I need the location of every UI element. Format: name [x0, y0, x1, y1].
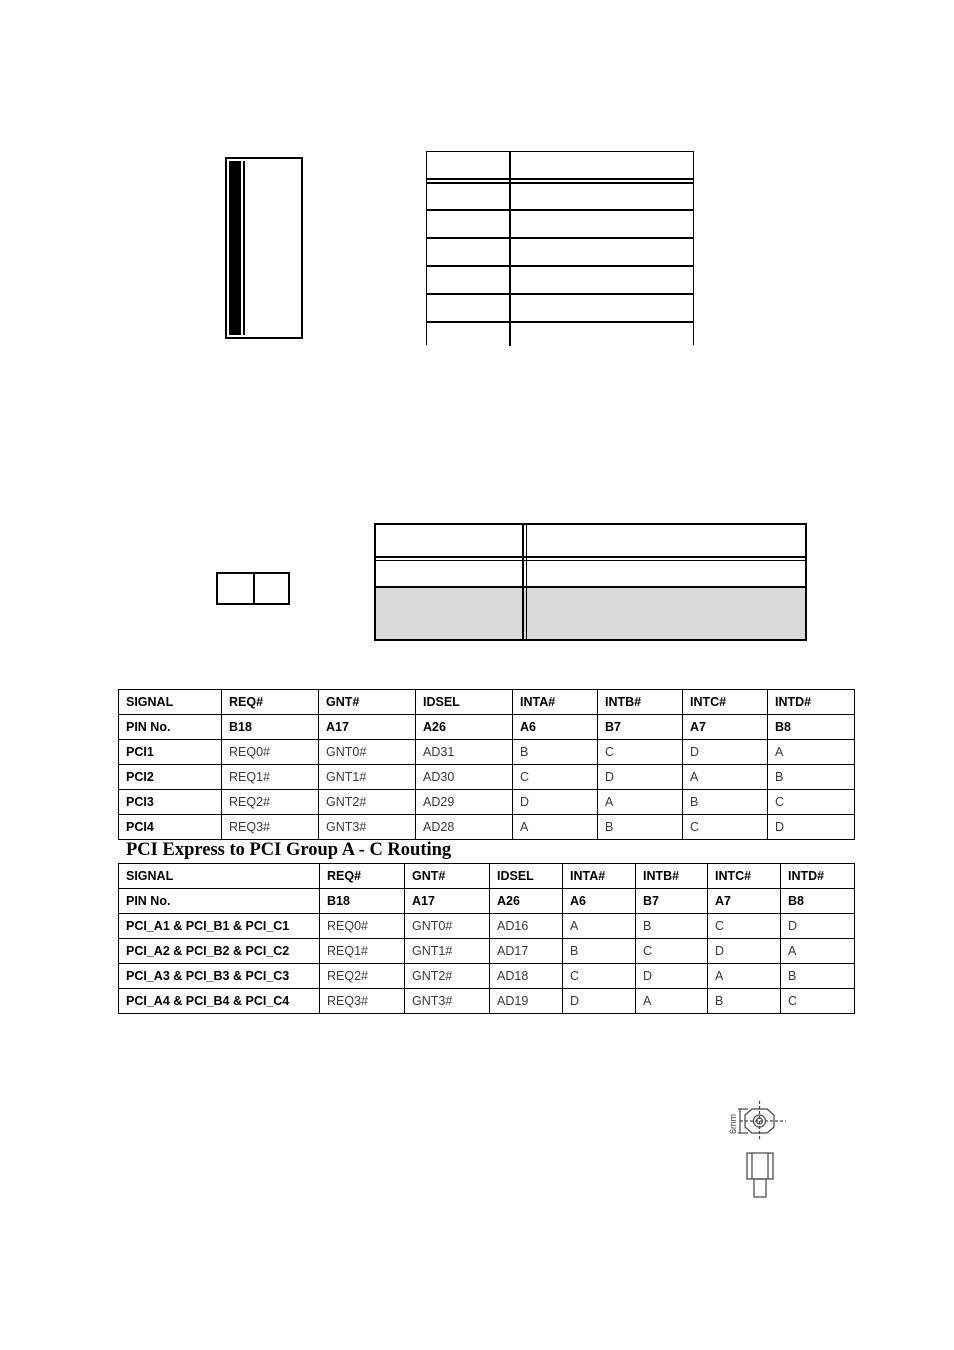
table-cell: REQ3# [222, 815, 319, 840]
table-header-row [119, 690, 855, 715]
table-cell: AD29 [416, 790, 513, 815]
header-cell: GNT# [405, 864, 490, 889]
pin-cell: B8 [781, 889, 855, 914]
table-header-row [119, 864, 855, 889]
connector-edge-line [243, 161, 245, 335]
dimension-label: 6mm [728, 1114, 738, 1134]
table-cell: D [683, 740, 768, 765]
table-cell: C [768, 790, 855, 815]
header-cell: INTD# [781, 864, 855, 889]
table-cell: B [563, 939, 636, 964]
standoff-thread [754, 1179, 766, 1197]
header-cell: INTA# [563, 864, 636, 889]
table-cell: D [563, 989, 636, 1014]
table-cell: GNT1# [405, 939, 490, 964]
pin-table-rule [427, 265, 693, 267]
jumper-table-rule [376, 556, 805, 558]
pin-number-row [119, 715, 855, 740]
table-row [119, 914, 855, 939]
table-cell: A [708, 964, 781, 989]
table-cell: B [598, 815, 683, 840]
table-cell: AD28 [416, 815, 513, 840]
table-cell: REQ0# [320, 914, 405, 939]
section-caption: PCI Express to PCI Group A - C Routing [126, 840, 452, 860]
pin-table-rule [427, 321, 693, 323]
standoff-body [747, 1153, 773, 1179]
table-cell: AD16 [490, 914, 563, 939]
table-cell: D [781, 914, 855, 939]
table-cell: C [636, 939, 708, 964]
table-cell: C [708, 914, 781, 939]
jumper-diagram [216, 572, 290, 605]
table-cell: C [683, 815, 768, 840]
pin-cell: B7 [598, 715, 683, 740]
table-cell: AD31 [416, 740, 513, 765]
pin-cell: B18 [320, 889, 405, 914]
table-cell: GNT3# [319, 815, 416, 840]
pin-assignment-table [426, 151, 694, 345]
table-cell: C [598, 740, 683, 765]
pin-cell: A26 [416, 715, 513, 740]
pin-cell: B7 [636, 889, 708, 914]
pin-cell: B18 [222, 715, 319, 740]
header-cell: INTA# [513, 690, 598, 715]
table-cell: C [513, 765, 598, 790]
table-row [119, 964, 855, 989]
table-cell: B [513, 740, 598, 765]
jumper-table-rule [376, 560, 805, 561]
table-cell: GNT0# [319, 740, 416, 765]
pin-cell: PIN No. [119, 889, 320, 914]
header-cell: REQ# [320, 864, 405, 889]
pin-cell: A7 [683, 715, 768, 740]
table-row [119, 740, 855, 765]
row-label: PCI_A2 & PCI_B2 & PCI_C2 [119, 939, 320, 964]
table-cell: GNT2# [319, 790, 416, 815]
header-cell: GNT# [319, 690, 416, 715]
table-row [119, 815, 855, 840]
pin-cell: PIN No. [119, 715, 222, 740]
table-cell: AD30 [416, 765, 513, 790]
header-cell: REQ# [222, 690, 319, 715]
header-cell: IDSEL [416, 690, 513, 715]
table-cell: GNT1# [319, 765, 416, 790]
pin-cell: A17 [319, 715, 416, 740]
pin-cell: A17 [405, 889, 490, 914]
jumper-table-divider [526, 525, 527, 639]
table-cell: REQ3# [320, 989, 405, 1014]
jumper-settings-table [374, 523, 807, 641]
table-cell: D [768, 815, 855, 840]
pci-slot-routing-table [118, 689, 855, 840]
table-cell: A [513, 815, 598, 840]
table-cell: C [563, 964, 636, 989]
table-cell: A [683, 765, 768, 790]
table-cell: D [636, 964, 708, 989]
header-cell: INTB# [598, 690, 683, 715]
pin-table-rule [427, 237, 693, 239]
table-cell: REQ1# [222, 765, 319, 790]
table-cell: AD19 [490, 989, 563, 1014]
row-label: PCI2 [119, 765, 222, 790]
standoff-drawing [700, 1093, 800, 1203]
pin-number-row [119, 889, 855, 914]
header-cell: INTB# [636, 864, 708, 889]
table-cell: GNT2# [405, 964, 490, 989]
table-cell: A [598, 790, 683, 815]
table-cell: A [636, 989, 708, 1014]
table-cell: B [683, 790, 768, 815]
jumper-table-rule [376, 586, 805, 588]
pin-cell: B8 [768, 715, 855, 740]
table-cell: B [708, 989, 781, 1014]
row-label: PCI3 [119, 790, 222, 815]
table-cell: A [768, 740, 855, 765]
table-cell: D [598, 765, 683, 790]
table-cell: B [768, 765, 855, 790]
table-cell: D [513, 790, 598, 815]
table-cell: C [781, 989, 855, 1014]
connector-diagram [225, 157, 303, 339]
row-label: PCI_A1 & PCI_B1 & PCI_C1 [119, 914, 320, 939]
table-cell: B [781, 964, 855, 989]
pci-group-routing-table [118, 863, 855, 1014]
pin-cell: A7 [708, 889, 781, 914]
table-cell: AD18 [490, 964, 563, 989]
table-cell: GNT0# [405, 914, 490, 939]
header-cell: INTD# [768, 690, 855, 715]
table-cell: REQ1# [320, 939, 405, 964]
pin-table-rule [427, 178, 693, 180]
table-row [119, 989, 855, 1014]
table-row [119, 790, 855, 815]
table-cell: AD17 [490, 939, 563, 964]
pin-cell: A6 [563, 889, 636, 914]
row-label: PCI_A3 & PCI_B3 & PCI_C3 [119, 964, 320, 989]
pin-cell: A26 [490, 889, 563, 914]
table-cell: REQ0# [222, 740, 319, 765]
table-cell: A [781, 939, 855, 964]
pin-table-rule [427, 182, 693, 184]
table-cell: REQ2# [320, 964, 405, 989]
jumper-table-divider [522, 525, 524, 639]
header-cell: SIGNAL [119, 690, 222, 715]
table-cell: B [636, 914, 708, 939]
jumper-table-shaded-row [376, 588, 805, 639]
table-row [119, 939, 855, 964]
connector-key-bar [229, 161, 241, 335]
table-cell: A [563, 914, 636, 939]
jumper-divider [253, 574, 255, 603]
header-cell: INTC# [708, 864, 781, 889]
header-cell: INTC# [683, 690, 768, 715]
table-row [119, 765, 855, 790]
pin-table-rule [427, 209, 693, 211]
header-cell: IDSEL [490, 864, 563, 889]
pin-cell: A6 [513, 715, 598, 740]
header-cell: SIGNAL [119, 864, 320, 889]
table-cell: GNT3# [405, 989, 490, 1014]
table-cell: REQ2# [222, 790, 319, 815]
row-label: PCI4 [119, 815, 222, 840]
table-cell: D [708, 939, 781, 964]
row-label: PCI_A4 & PCI_B4 & PCI_C4 [119, 989, 320, 1014]
pin-table-rule [427, 293, 693, 295]
row-label: PCI1 [119, 740, 222, 765]
